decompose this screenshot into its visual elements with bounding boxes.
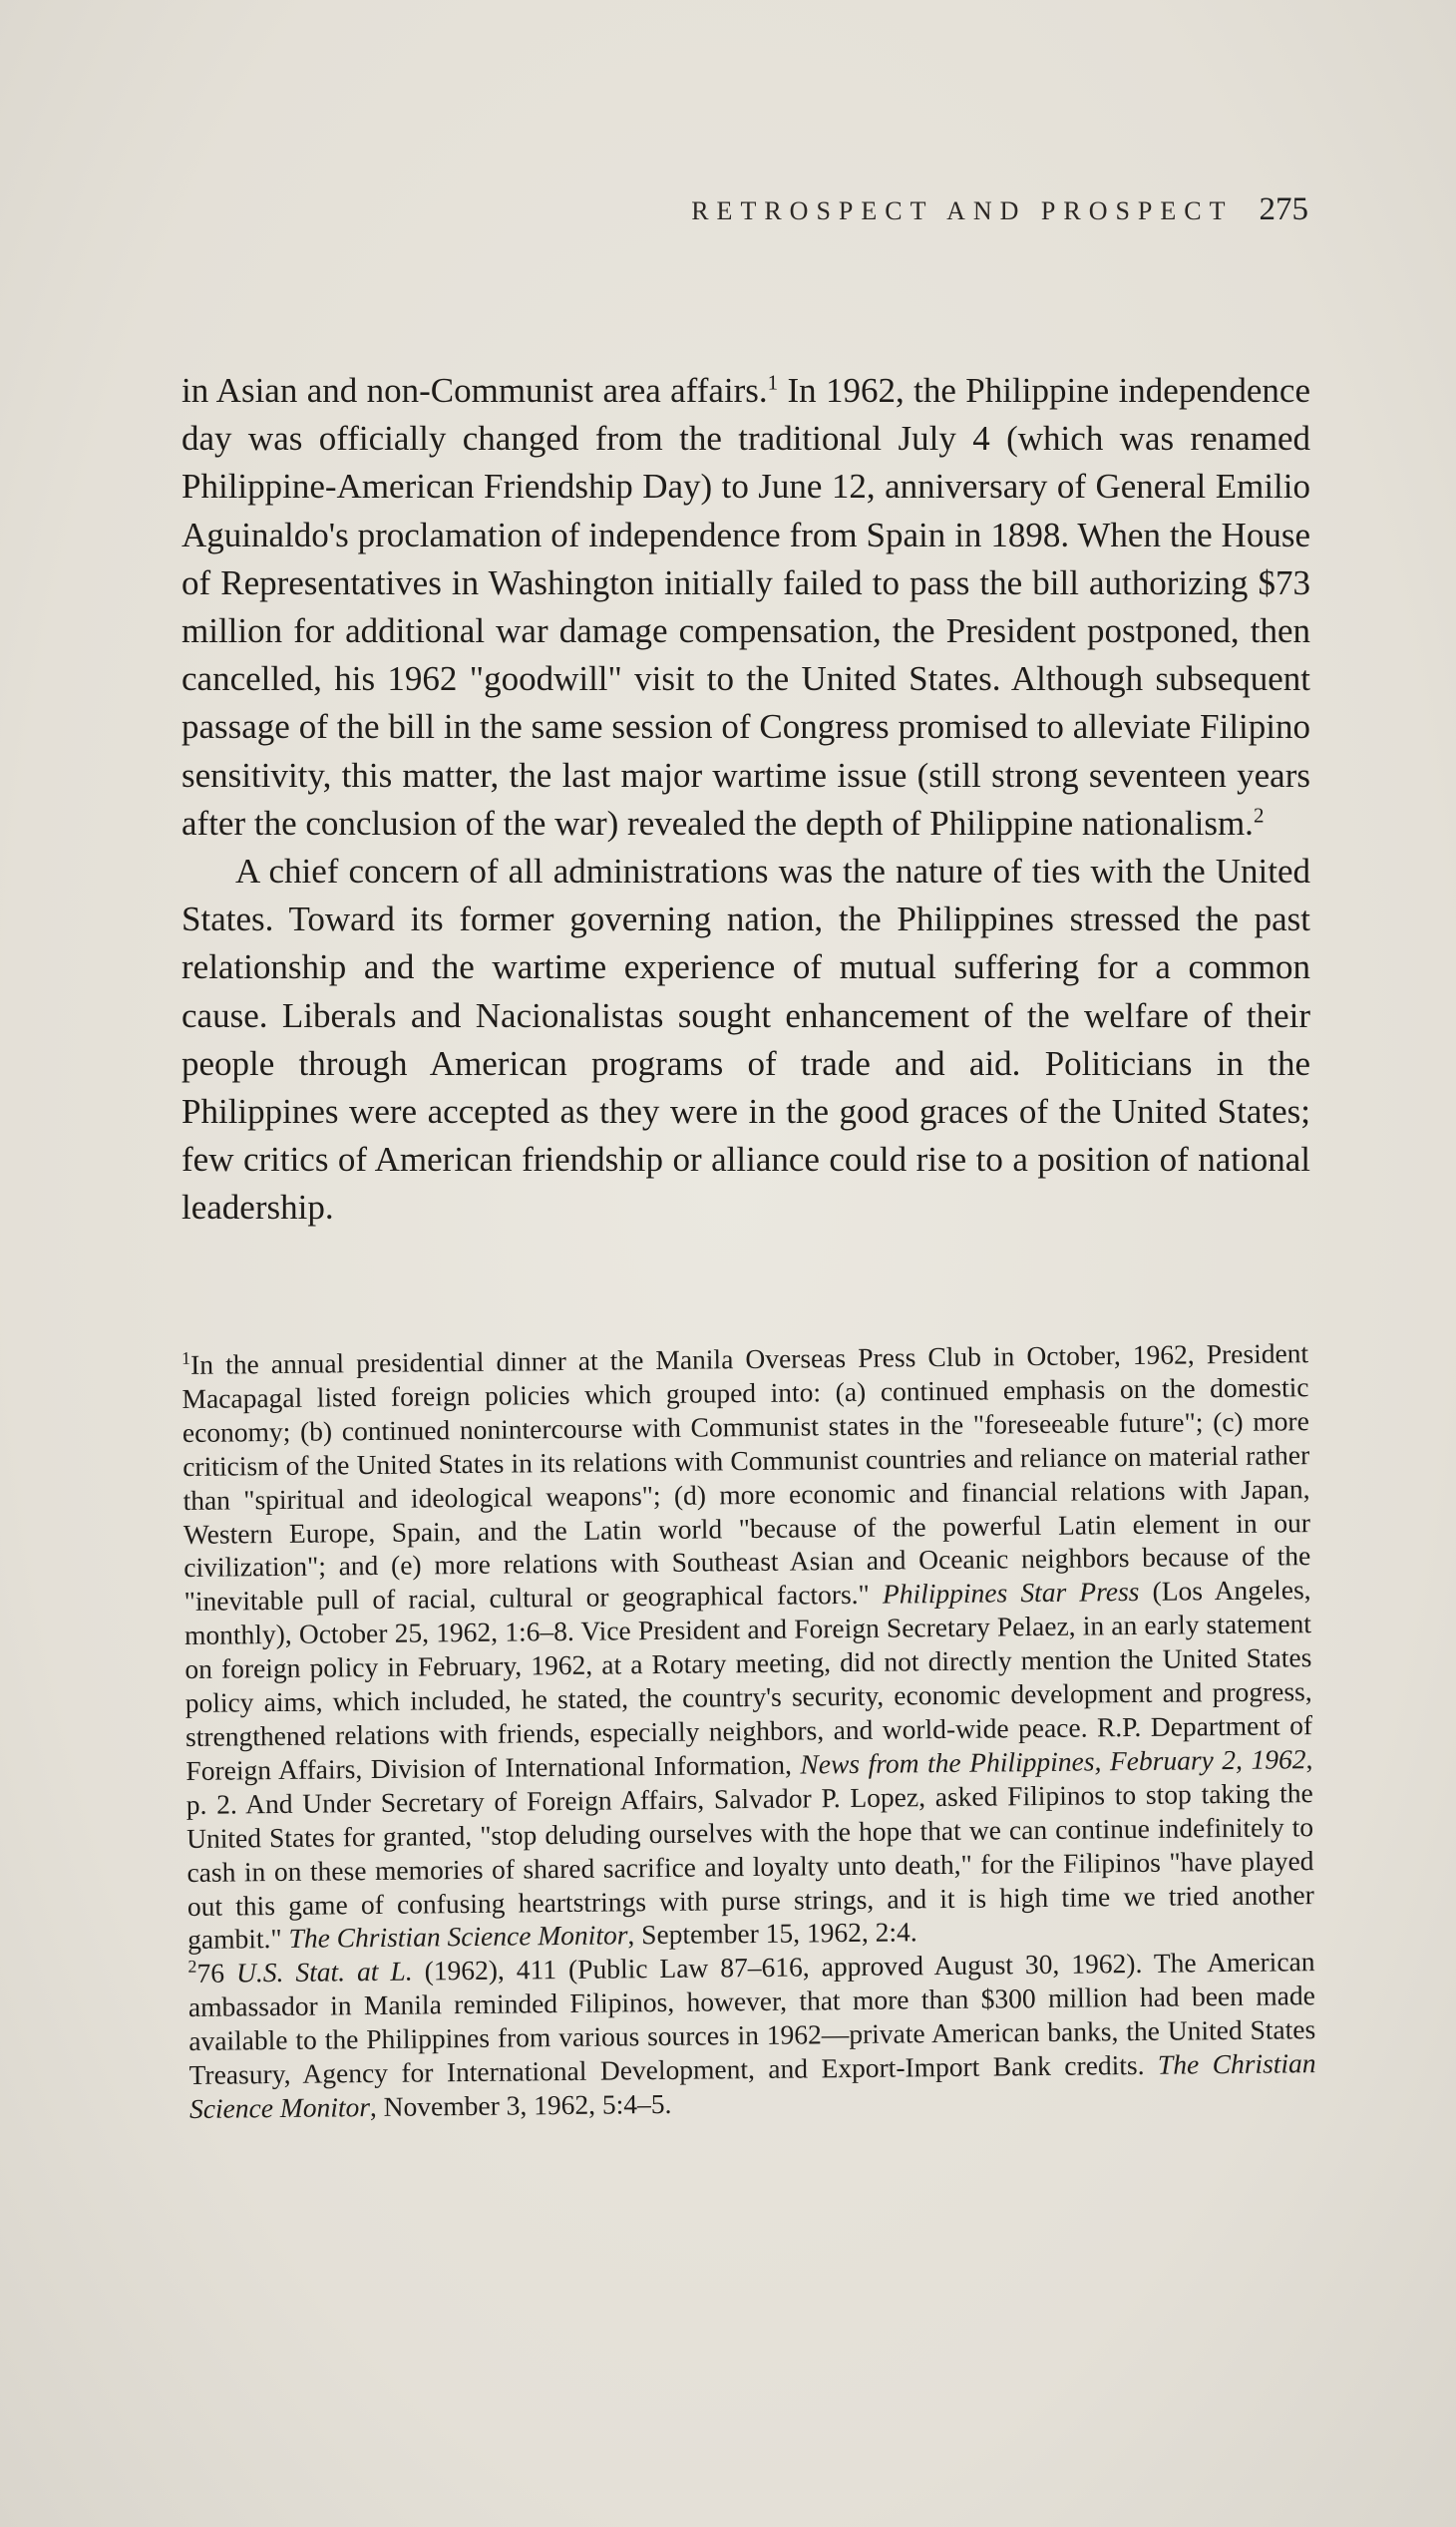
footnote-1-italic-b: News from the Philippines, February 2, 1962 <box>800 1743 1306 1780</box>
footnote-1-text-c: , p. 2. And Under Secretary of Foreign Affairs, Salvador P. Lopez, asked Filipinos to stop taking the United States for granted, "stop deluding ourselves with the hope that we can continue indefinitely to cash in on these memories of shared sacrifice and loyalty unto death," for the Filipinos "have played out this game of confusing heartstrings with purse strings, and it is high time we tried another gambit." <box>185 1743 1314 1956</box>
footnote-2-marker: 2 <box>187 1957 197 1978</box>
footnote-2-text-c: , November 3, 1962, 5:4–5. <box>369 2087 672 2122</box>
body-text <box>182 367 1310 1233</box>
footnote-2-text-a: 76 <box>196 1957 237 1989</box>
body-paragraph-2: A chief concern of all administrations was the nature of ties with the United States. Toward its former governing nation, the Philippines stressed the past relationship and the wartime experience of mutual suffering for a common cause. Liberals and Nacionalistas sought enhancement of the welfare of their people through American programs of trade and aid. Politicians in the Philippines were accepted as they were in the good graces of the United States; few critics of American friendship or alliance could rise to a position of national leadership. <box>182 852 1310 1228</box>
footnote-1-text-d: , September 15, 1962, 2:4. <box>627 1916 917 1951</box>
footnote-2-text-b: (1962), 411 (Public Law 87–616, approved August 30, 1962). The American ambassador in Manila reminded Filipinos, however, that more than $300 million had been made available to the Philippines from various sources in 1962—private American banks, the United States Treasury, Agency for International Development, and Export-Import Bank credits. <box>187 1946 1316 2090</box>
footnote-ref-2: 2 <box>1253 803 1265 828</box>
footnote-2 <box>187 1945 1316 2125</box>
footnotes <box>182 1336 1316 2126</box>
page-number: 275 <box>1259 191 1308 227</box>
running-title: RETROSPECT AND PROSPECT <box>691 196 1234 225</box>
running-head <box>638 191 1308 228</box>
footnote-ref-1: 1 <box>767 370 779 395</box>
footnote-1-text-b: (Los Angeles, monthly), October 25, 1962, 1:6–8. Vice President and Foreign Secretary Pelaez, in an early statement on foreign policy in February, 1962, at a Rotary meeting, did not directly mention the United States policy aims, which included, he stated, the country's security, economic development and progress, strengthened relations with friends, especially neighbors, and world-wide peace. R.P. Department of Foreign Affairs, Division of International Information, <box>183 1574 1313 1786</box>
paragraph-1-text-b: In 1962, the Philippine independence day was officially changed from the traditional July 4 (which was renamed Philippine-American Friendship Day) to June 12, anniversary of General Emilio Aguinaldo's proclamation of independence from Spain in 1898. When the House of Representatives in Washington initially failed to pass the bill authorizing $73 million for additional war damage compensation, the President postponed, then cancelled, his 1962 "goodwill" visit to the United States. Although subsequent passage of the bill in the same session of Congress promised to alleviate Filipino sensitivity, this matter, the last major wartime issue (still strong seventeen years after the conclusion of the war) revealed the depth of Philippine nationalism. <box>182 371 1310 843</box>
footnote-1-marker: 1 <box>181 1347 191 1368</box>
footnote-1-italic-c: The Christian Science Monitor <box>288 1919 628 1955</box>
paragraph-1-text-a: in Asian and non-Communist area affairs. <box>182 371 768 410</box>
footnote-1-italic-a: Philippines Star Press <box>882 1576 1140 1610</box>
body-paragraph-1 <box>182 367 1310 848</box>
footnote-1 <box>182 1336 1314 1957</box>
footnote-2-italic-a: U.S. Stat. at L. <box>235 1955 413 1988</box>
footnote-1-text-a: In the annual presidential dinner at the Manila Overseas Press Club in October, 1962, President Macapagal listed foreign policies which grouped into: (a) continued emphasis on the domestic economy; (b) continued nonintercourse with Communist states in the "foreseeable future"; (c) more criticism of the United States in its relations with Communist countries and reliance on material rather than "spiritual and ideological weapons"; (d) more economic and financial relations with Japan, Western Europe, Spain, and the Latin world "because of the powerful Latin element in our civilization"; and (e) more relations with Southeast Asian and Oceanic neighbors because of the "inevitable pull of racial, cultural or geographical factors." <box>182 1337 1311 1618</box>
footnote-2-italic-b: The Christian Science Monitor <box>188 2047 1316 2124</box>
